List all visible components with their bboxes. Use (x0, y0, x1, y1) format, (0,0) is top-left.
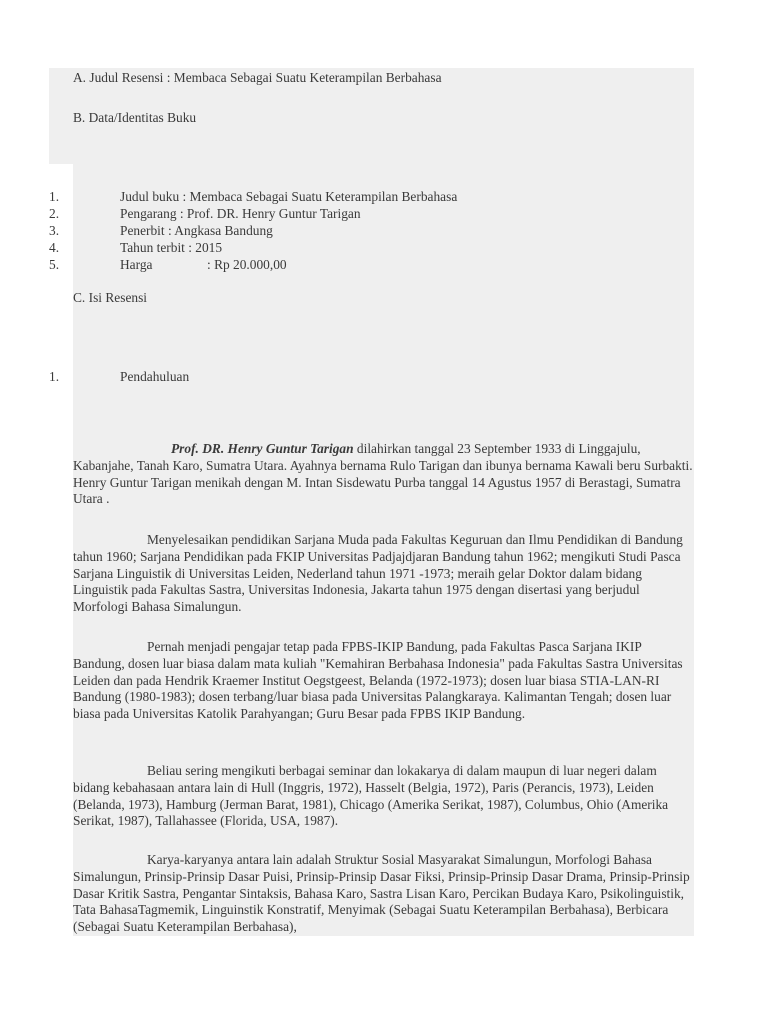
paragraph-works-text: Karya-karyanya antara lain adalah Struktur Sosial Masyarakat Simalungun, Morfologi Bahasa Simalungun, Prinsip-Prinsip Dasar Puisi, Prinsip-Prinsip Dasar Fiksi, Prinsip-Prinsip Dasar Drama, Prinsip-Prinsip Dasar Kritik Sastra, Pengantar Sintaksis, Bahasa Karo, Sastra Lisan Karo, Percikan Budaya Karo, Psikolinguistik, Tata BahasaTagmemik, Linguinstik Konstratif, Menyimak (Sebagai Suatu Keterampilan Berbahasa), Berbicara (Sebagai Suatu Keterampilan Berbahasa), (73, 852, 690, 935)
paragraph-seminars (73, 763, 695, 830)
list-item-penerbit: Penerbit : Angkasa Bandung (120, 223, 273, 238)
author-name: Prof. DR. Henry Guntur Tarigan (171, 441, 354, 456)
list-number: 5. (49, 257, 60, 272)
list-item-tahun-terbit: Tahun terbit : 2015 (120, 240, 223, 255)
paragraph-biography (73, 441, 695, 508)
list-number: 3. (49, 223, 60, 238)
list-number: 2. (49, 206, 60, 221)
paragraph-teaching (73, 639, 695, 723)
section-title-pendahuluan: Pendahuluan (120, 369, 190, 384)
list-item-harga-label: Harga (120, 257, 153, 272)
paragraph-works (73, 852, 695, 936)
list-item-pengarang: Pengarang : Prof. DR. Henry Guntur Tarigan (120, 206, 361, 221)
list-number: 4. (49, 240, 60, 255)
heading-data-identitas: B. Data/Identitas Buku (73, 110, 197, 125)
list-item-judul-buku: Judul buku : Membaca Sebagai Suatu Keterampilan Berbahasa (120, 189, 458, 204)
section-number: 1. (49, 369, 60, 384)
list-number: 1. (49, 189, 60, 204)
heading-judul-resensi: A. Judul Resensi : Membaca Sebagai Suatu Keterampilan Berbahasa (73, 70, 442, 85)
paragraph-seminars-text: Beliau sering mengikuti berbagai seminar dan lokakarya di dalam maupun di luar negeri dalam bidang kebahasaan antara lain di Hull (Inggris, 1972), Hasselt (Belgia, 1972), Paris (Perancis, 1973), Leiden (Belanda, 1973), Hamburg (Jerman Barat, 1981), Chicago (Amerika Serikat, 1987), Columbus, Ohio (Amerika Serikat, 1987), Tallahassee (Florida, USA, 1987). (73, 763, 669, 829)
paragraph-teaching-text: Pernah menjadi pengajar tetap pada FPBS-IKIP Bandung, pada Fakultas Pasca Sarjana IKIP Bandung, dosen luar biasa dalam mata kuliah "Kemahiran Berbahasa Indonesia" pada Fakultas Sastra Universitas Leiden dan pada Hendrik Kraemer Institut Oegstgeest, Belanda (1972-1973); dosen luar biasa STIA-LAN-RI Bandung (1980-1983); dosen terbang/luar biasa pada Universitas Palangkaraya. Kalimantan Tengah; dosen luar biasa pada Universitas Katolik Parahyangan; Guru Besar pada FPBS IKIP Bandung. (73, 639, 683, 722)
paragraph-biography-text: dilahirkan tanggal 23 September 1933 di Linggajulu, Kabanjahe, Tanah Karo, Sumatra Utara. Ayahnya bernama Rulo Tarigan dan ibunya bernama Kawali beru Surbakti. Henry Guntur Tarigan menikah dengan M. Intan Sisdewatu Purba tanggal 14 Agustus 1957 di Berastagi, Sumatra Utara . (73, 441, 693, 507)
paragraph-education-text: Menyelesaikan pendidikan Sarjana Muda pada Fakultas Keguruan dan Ilmu Pendidikan di Bandung tahun 1960; Sarjana Pendidikan pada FKIP Universitas Padjajdjaran Bandung tahun 1962; mengikuti Studi Pasca Sarjana Linguistik di Universitas Leiden, Nederland tahun 1971 -1973; meraih gelar Doktor dalam bidang Linguistik pada Fakultas Sastra, Universitas Indonesia, Jakarta tahun 1975 dengan disertasi yang berjudul Morfologi Bahasa Simalungun. (73, 532, 683, 615)
heading-isi-resensi: C. Isi Resensi (73, 290, 148, 305)
list-item-harga-value: : Rp 20.000,00 (207, 257, 287, 272)
paragraph-education (73, 532, 695, 616)
